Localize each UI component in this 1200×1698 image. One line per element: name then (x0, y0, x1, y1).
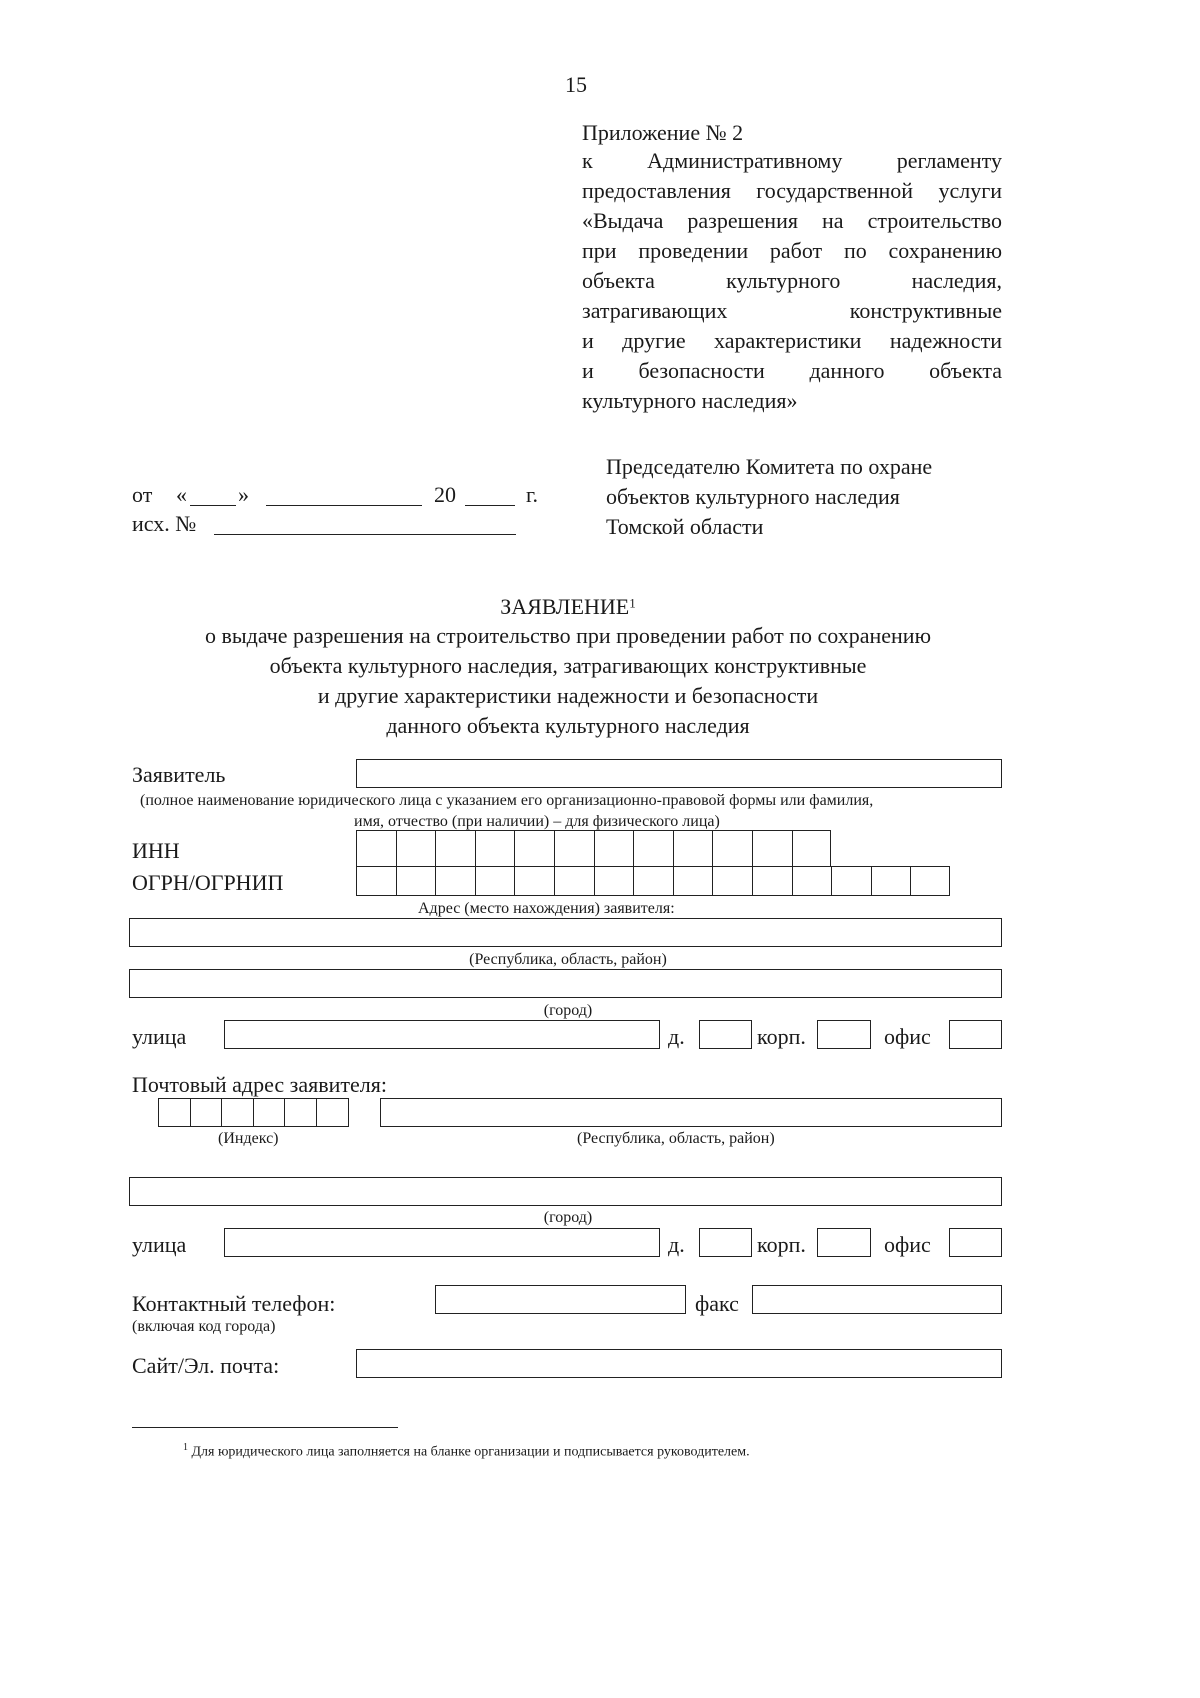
postal-building-field[interactable] (817, 1228, 871, 1257)
street-label: улица (132, 1024, 187, 1049)
postal-house-label: д. (668, 1232, 685, 1257)
footnote-text: Для юридического лица заполняется на бланке организации и подписывается руководителем. (191, 1444, 750, 1460)
postal-street-field[interactable] (224, 1228, 660, 1257)
address-region-field[interactable] (129, 918, 1002, 947)
ogrn-digit[interactable] (595, 867, 635, 895)
postal-city-field[interactable] (129, 1177, 1002, 1206)
ogrn-digit[interactable] (832, 867, 872, 895)
appendix-title: Приложение № 2 (582, 120, 744, 145)
ogrn-digit[interactable] (793, 867, 833, 895)
footnote-mark: 1 (183, 1442, 188, 1453)
appendix-line: культурного наследия» (582, 388, 798, 413)
ogrn-digit[interactable] (753, 867, 793, 895)
index-digit[interactable] (191, 1099, 223, 1126)
addressee (606, 452, 932, 542)
ogrn-digit[interactable] (634, 867, 674, 895)
appendix-line: затрагивающих конструктивные (582, 298, 1002, 323)
inn-digit[interactable] (753, 831, 793, 866)
address-city-hint: (город) (543, 1002, 593, 1019)
subtitle-line: данного объекта культурного наследия (386, 713, 750, 738)
appendix-text (582, 146, 1002, 416)
house-label: д. (668, 1024, 685, 1049)
site-email-field[interactable] (356, 1349, 1002, 1378)
postal-office-field[interactable] (949, 1228, 1002, 1257)
address-region-hint: (Республика, область, район) (469, 951, 667, 968)
index-digit[interactable] (254, 1099, 286, 1126)
postal-region-field[interactable] (380, 1098, 1002, 1127)
office-field[interactable] (949, 1020, 1002, 1049)
year-suffix: г. (526, 482, 539, 507)
ogrn-digit[interactable] (357, 867, 397, 895)
statement-subtitle (0, 621, 1136, 741)
ogrn-digit[interactable] (555, 867, 595, 895)
building-label: корп. (757, 1024, 806, 1049)
postal-region-hint: (Республика, область, район) (577, 1130, 775, 1147)
postal-index-grid[interactable] (158, 1098, 349, 1127)
inn-digit[interactable] (674, 831, 714, 866)
applicant-hint: (полное наименование юридического лица с указанием его организационно-правовой формы или фамилия, (140, 792, 874, 809)
fax-label: факс (695, 1291, 739, 1316)
inn-digit[interactable] (357, 831, 397, 866)
index-hint: (Индекс) (218, 1130, 279, 1147)
subtitle-line: о выдаче разрешения на строительство при проведении работ по сохранению (204, 623, 932, 648)
appendix-line: к Административному регламенту (582, 148, 1002, 173)
phone-field[interactable] (435, 1285, 686, 1314)
ogrn-digit[interactable] (713, 867, 753, 895)
building-field[interactable] (817, 1020, 871, 1049)
inn-digit[interactable] (436, 831, 476, 866)
office-label: офис (884, 1024, 931, 1049)
page-number: 15 (565, 72, 587, 97)
ogrn-digit[interactable] (515, 867, 555, 895)
ogrn-digit[interactable] (872, 867, 912, 895)
inn-label: ИНН (132, 838, 180, 863)
applicant-label: Заявитель (132, 762, 226, 787)
footnote (183, 1438, 750, 1463)
subtitle-line: объекта культурного наследия, затрагивающих конструктивные (269, 653, 867, 678)
fax-field[interactable] (752, 1285, 1002, 1314)
quote-close: » (238, 482, 249, 507)
inn-digit[interactable] (595, 831, 635, 866)
footnote-divider (132, 1427, 398, 1428)
inn-digit[interactable] (476, 831, 516, 866)
index-digit[interactable] (159, 1099, 191, 1126)
ogrn-grid[interactable] (356, 866, 950, 896)
appendix-line: и безопасности данного объекта (582, 358, 1002, 383)
subtitle-line: и другие характеристики надежности и безопасности (317, 683, 819, 708)
inn-digit[interactable] (555, 831, 595, 866)
house-field[interactable] (699, 1020, 752, 1049)
appendix-line: объекта культурного наследия, (582, 268, 1002, 293)
inn-grid[interactable] (356, 830, 831, 867)
year-blank[interactable] (465, 505, 515, 506)
postal-street-label: улица (132, 1232, 187, 1257)
appendix-line: при проведении работ по сохранению (582, 238, 1002, 263)
footnote-ref: 1 (629, 595, 636, 611)
ogrn-digit[interactable] (476, 867, 516, 895)
phone-label: Контактный телефон: (132, 1291, 336, 1316)
month-blank[interactable] (266, 505, 422, 506)
ogrn-digit[interactable] (674, 867, 714, 895)
outgoing-number-blank[interactable] (214, 534, 516, 535)
addressee-line: Председателю Комитета по охране (606, 454, 933, 479)
address-city-field[interactable] (129, 969, 1002, 998)
appendix-line: предоставления государственной услуги (582, 178, 1002, 203)
ogrn-digit[interactable] (911, 867, 951, 895)
postal-building-label: корп. (757, 1232, 806, 1257)
day-blank[interactable] (190, 505, 236, 506)
appendix-line: «Выдача разрешения на строительство (582, 208, 1002, 233)
inn-digit[interactable] (397, 831, 437, 866)
address-label: Адрес (место нахождения) заявителя: (418, 900, 675, 917)
street-field[interactable] (224, 1020, 660, 1049)
applicant-field[interactable] (356, 759, 1002, 788)
inn-digit[interactable] (793, 831, 833, 866)
statement-heading (0, 592, 1136, 622)
ogrn-digit[interactable] (397, 867, 437, 895)
phone-hint: (включая код города) (132, 1318, 276, 1335)
year-prefix: 20 (434, 482, 456, 507)
statement-title: ЗАЯВЛЕНИЕ (500, 594, 630, 619)
quote-open: « (176, 482, 187, 507)
inn-digit[interactable] (515, 831, 555, 866)
postal-label: Почтовый адрес заявителя: (132, 1072, 388, 1097)
addressee-line: Томской области (606, 514, 764, 539)
addressee-line: объектов культурного наследия (606, 484, 900, 509)
ogrn-label: ОГРН/ОГРНИП (132, 870, 284, 895)
index-digit[interactable] (222, 1099, 254, 1126)
date-from-label: от (132, 482, 153, 507)
appendix-line: и другие характеристики надежности (582, 328, 1002, 353)
outgoing-number-label: исх. № (132, 511, 197, 536)
postal-office-label: офис (884, 1232, 931, 1257)
index-digit[interactable] (285, 1099, 317, 1126)
inn-digit[interactable] (634, 831, 674, 866)
site-label: Сайт/Эл. почта: (132, 1353, 280, 1378)
applicant-hint-2: имя, отчество (при наличии) – для физического лица) (354, 813, 720, 830)
postal-house-field[interactable] (699, 1228, 752, 1257)
postal-city-hint: (город) (543, 1209, 593, 1226)
inn-digit[interactable] (713, 831, 753, 866)
ogrn-digit[interactable] (436, 867, 476, 895)
index-digit[interactable] (317, 1099, 349, 1126)
